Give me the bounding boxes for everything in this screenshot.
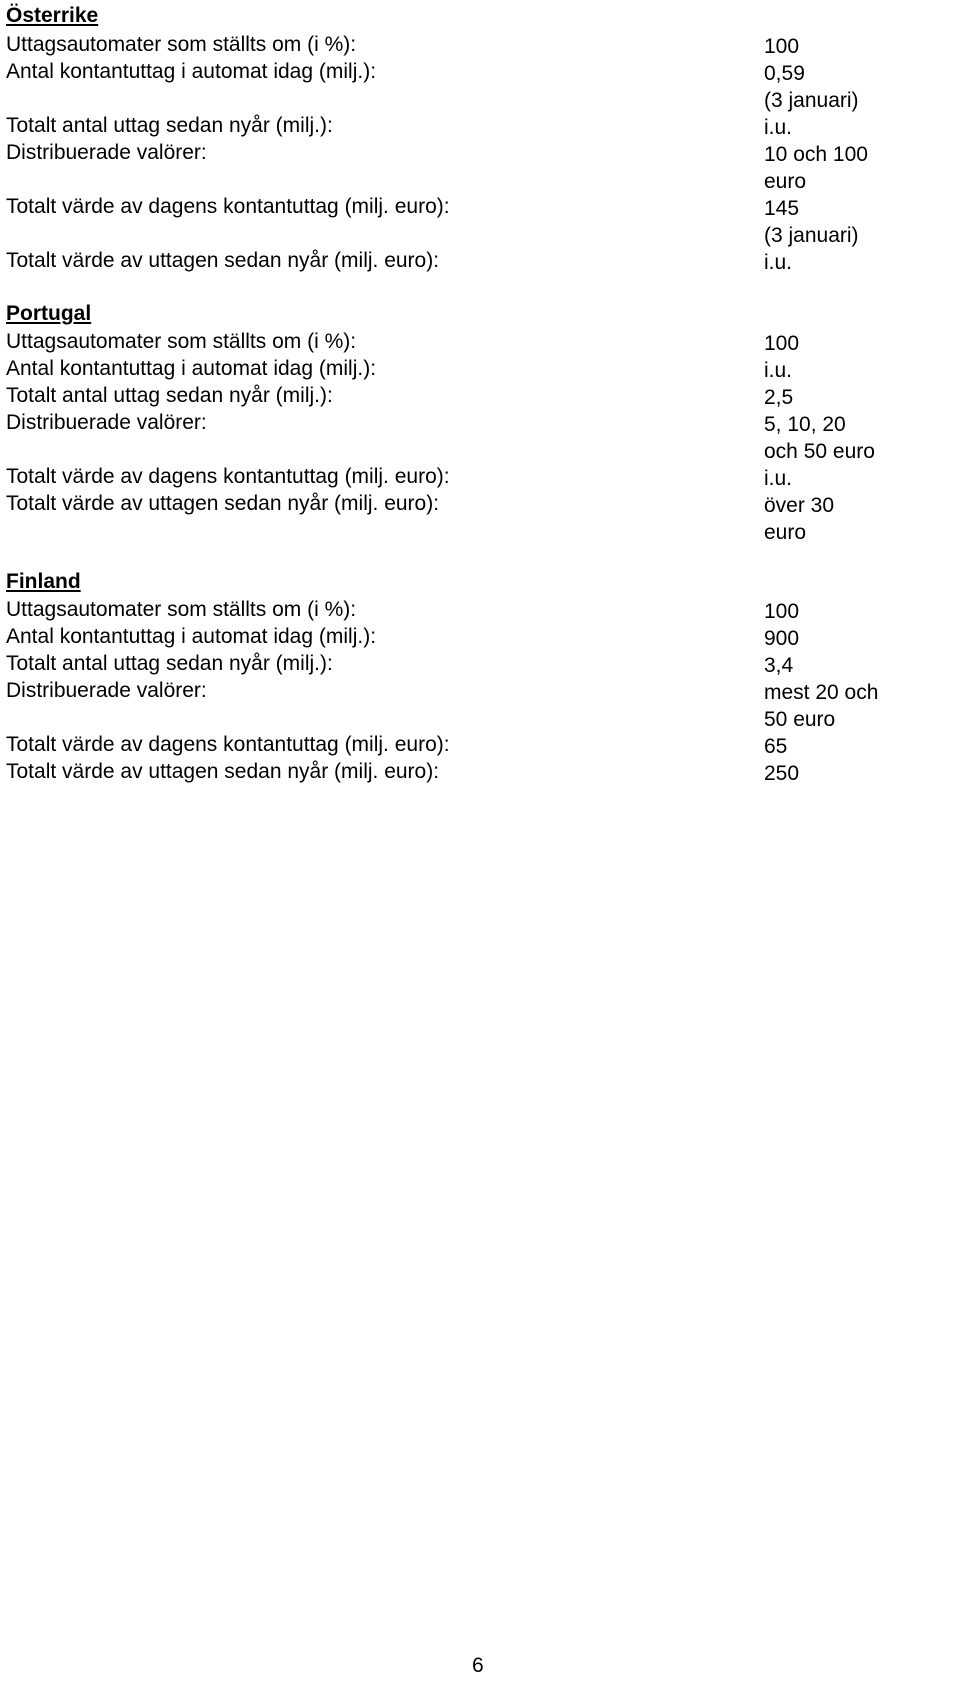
row-value: 145 (3 januari) xyxy=(764,197,859,247)
row-value: 100 xyxy=(764,332,800,355)
row-label: Totalt värde av uttagen sedan nyår (milj. euro): xyxy=(6,249,440,272)
row-value: 0,59 (3 januari) xyxy=(764,62,859,112)
row-label: Distribuerade valörer: xyxy=(6,411,207,434)
row-label: Totalt värde av dagens kontantuttag (milj. euro): xyxy=(6,733,450,756)
page-number: 6 xyxy=(472,1654,484,1677)
row-label: Uttagsautomater som ställts om (i %): xyxy=(6,33,357,56)
row-label: Uttagsautomater som ställts om (i %): xyxy=(6,330,357,353)
row-value: 65 xyxy=(764,735,788,758)
row-value: 100 xyxy=(764,35,800,58)
row-value: mest 20 och 50 euro xyxy=(764,681,879,731)
row-label: Totalt värde av uttagen sedan nyår (milj. euro): xyxy=(6,760,440,783)
row-label: Totalt antal uttag sedan nyår (milj.): xyxy=(6,384,333,407)
row-label: Uttagsautomater som ställts om (i %): xyxy=(6,598,357,621)
row-value: i.u. xyxy=(764,467,793,490)
row-label: Antal kontantuttag i automat idag (milj.): xyxy=(6,357,377,380)
row-value: 250 xyxy=(764,762,800,785)
row-value: 2,5 xyxy=(764,386,794,409)
row-label: Distribuerade valörer: xyxy=(6,141,207,164)
row-label: Totalt värde av dagens kontantuttag (milj. euro): xyxy=(6,195,450,218)
row-value: 3,4 xyxy=(764,654,794,677)
row-value: över 30 euro xyxy=(764,494,835,544)
section-title-finland: Finland xyxy=(6,570,81,593)
row-value: i.u. xyxy=(764,116,793,139)
row-label: Totalt antal uttag sedan nyår (milj.): xyxy=(6,652,333,675)
row-value: i.u. xyxy=(764,359,793,382)
row-label: Distribuerade valörer: xyxy=(6,679,207,702)
row-label: Antal kontantuttag i automat idag (milj.): xyxy=(6,60,377,83)
section-title-osterrike: Österrike xyxy=(6,4,99,27)
row-value: 100 xyxy=(764,600,800,623)
section-title-portugal: Portugal xyxy=(6,302,92,325)
row-value: 10 och 100 euro xyxy=(764,143,868,193)
row-label: Antal kontantuttag i automat idag (milj.): xyxy=(6,625,377,648)
row-label: Totalt värde av dagens kontantuttag (milj. euro): xyxy=(6,465,450,488)
row-value: 5, 10, 20 och 50 euro xyxy=(764,413,875,463)
row-value: 900 xyxy=(764,627,800,650)
row-value: i.u. xyxy=(764,251,793,274)
row-label: Totalt värde av uttagen sedan nyår (milj. euro): xyxy=(6,492,440,515)
row-label: Totalt antal uttag sedan nyår (milj.): xyxy=(6,114,333,137)
